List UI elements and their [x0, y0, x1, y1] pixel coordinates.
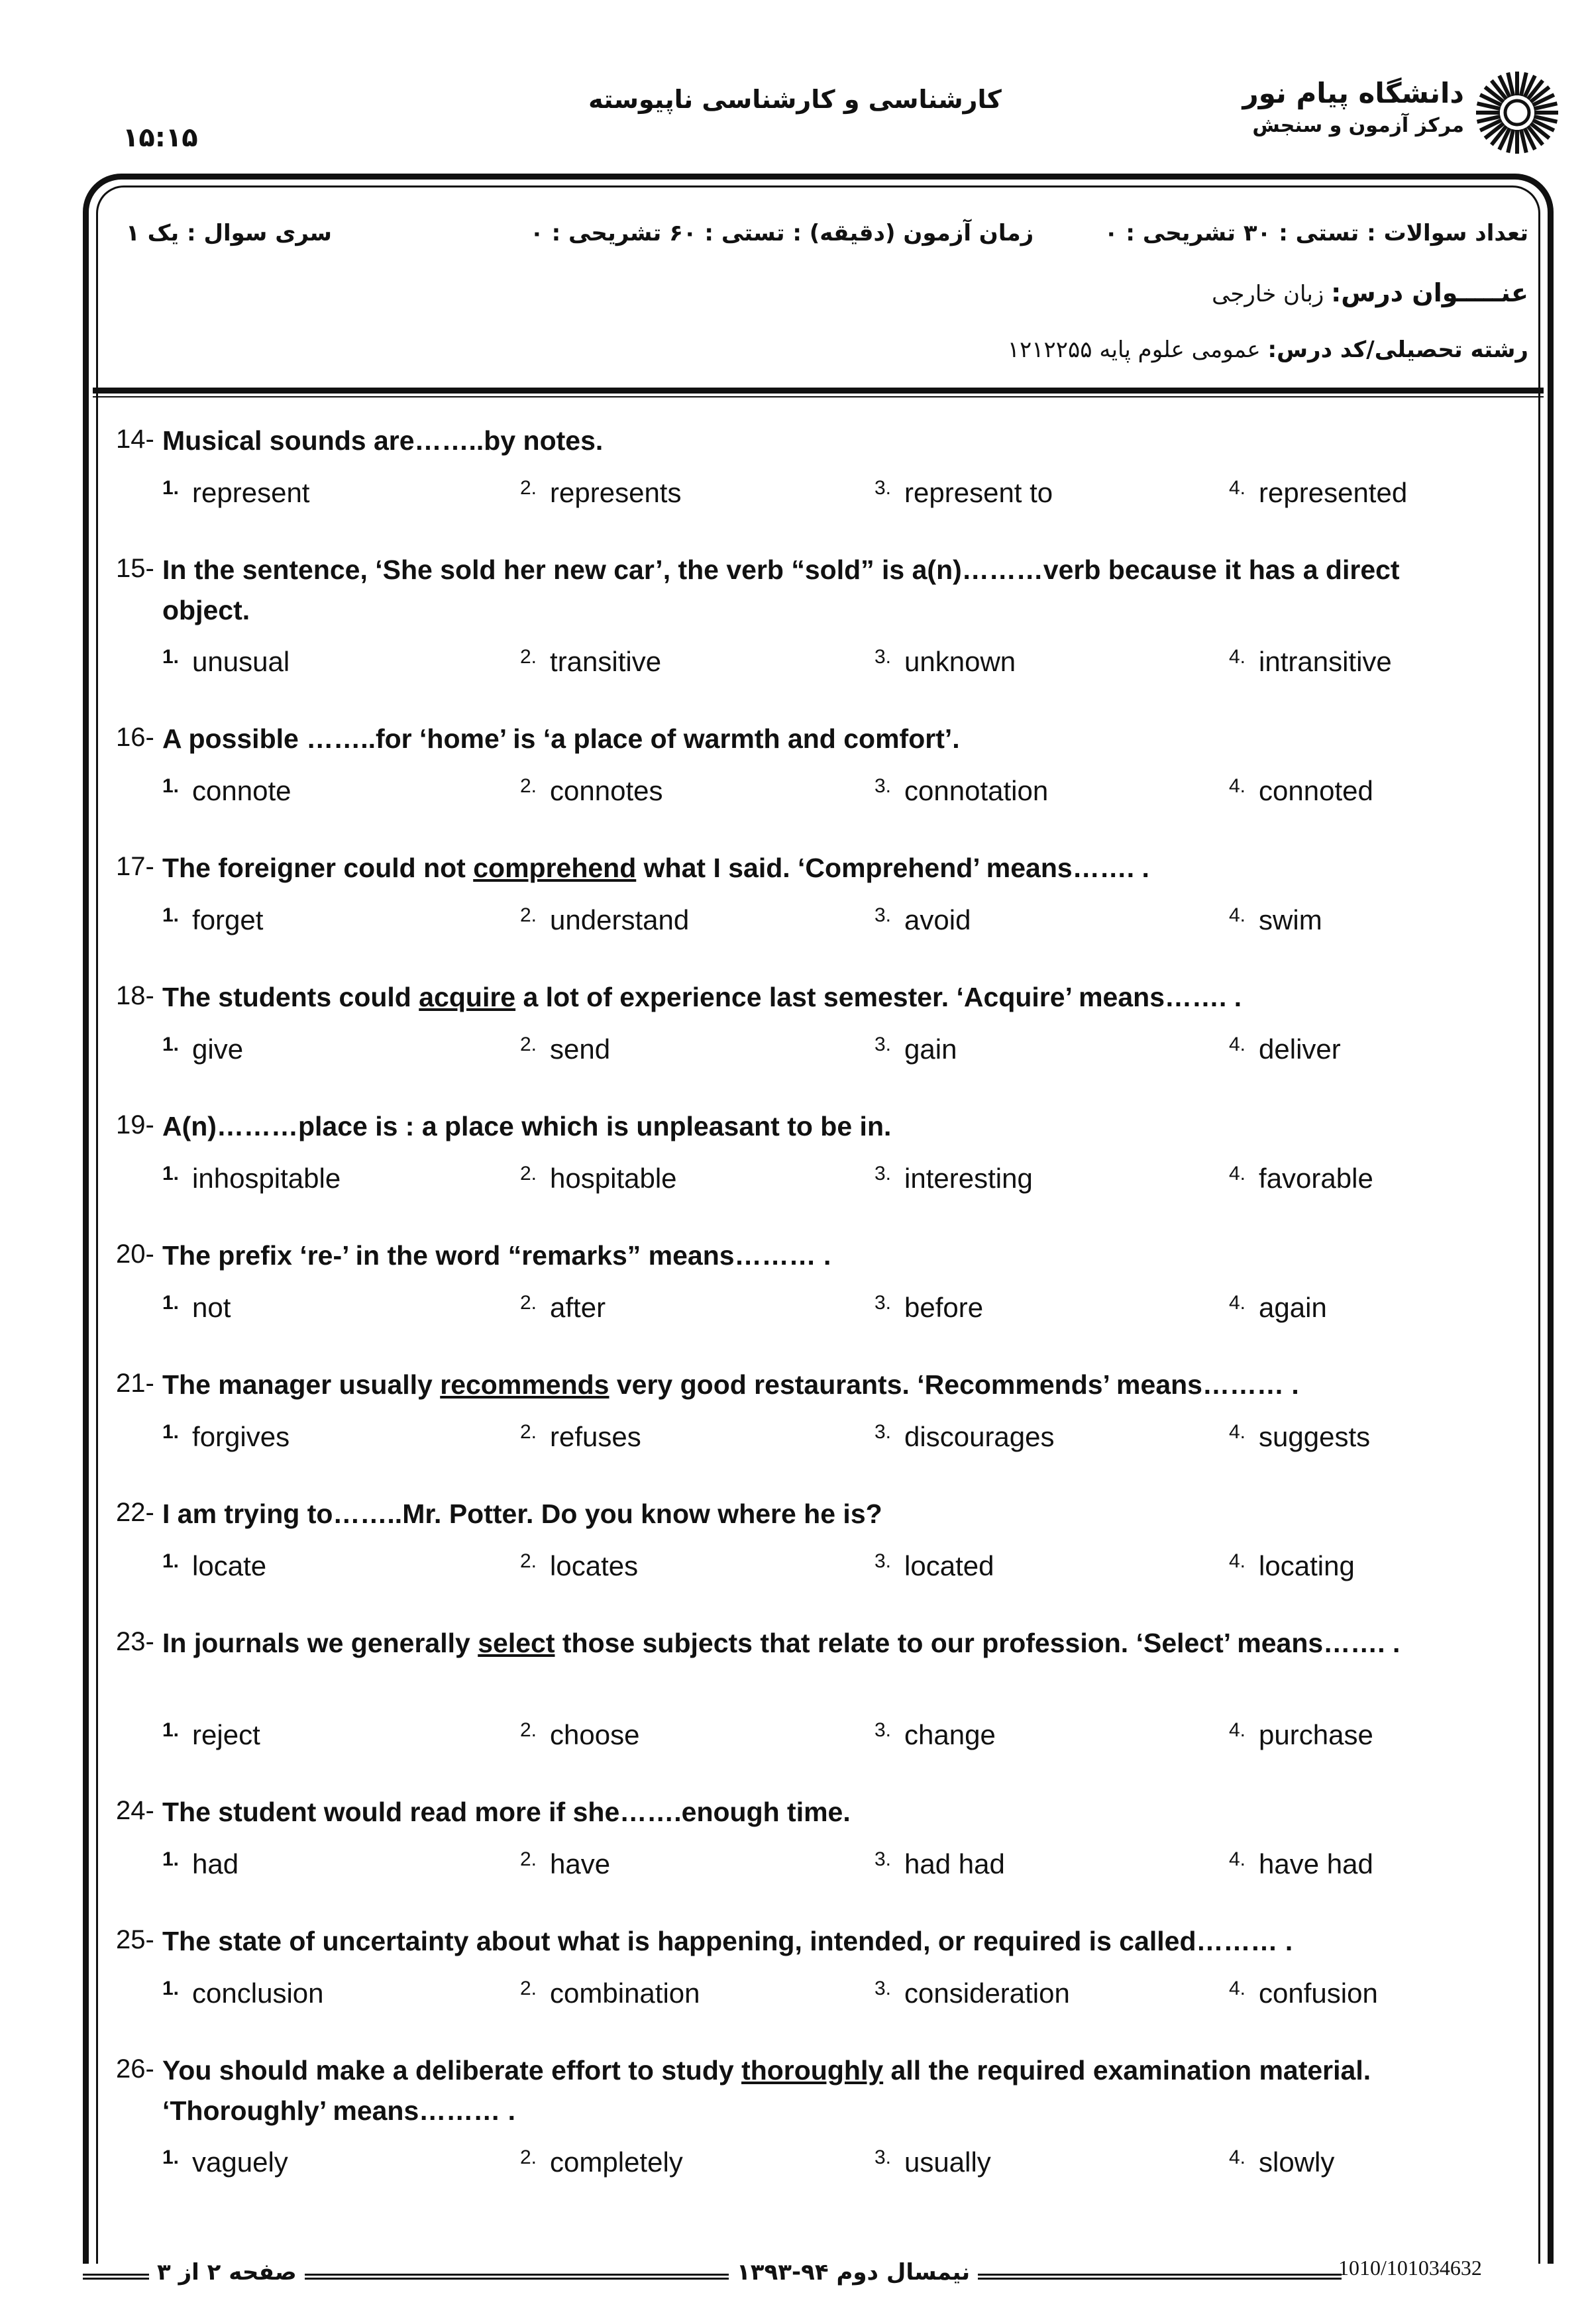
- question-count: تعداد سوالات : تستی : ۳۰ تشریحی : ۰: [1104, 220, 1528, 246]
- option-label: locating: [1259, 1550, 1355, 1581]
- option-number: 3.: [874, 904, 892, 926]
- option-label: combination: [550, 1978, 700, 2009]
- question-text: [162, 719, 1481, 759]
- question-number: 23-: [116, 1627, 154, 1656]
- option-label: had had: [904, 1848, 1005, 1879]
- option-label: interesting: [904, 1163, 1033, 1194]
- answer-option[interactable]: [162, 775, 291, 807]
- answer-option[interactable]: [520, 1421, 641, 1453]
- answer-option[interactable]: [162, 477, 309, 509]
- question-number: 25-: [116, 1925, 154, 1954]
- option-label: avoid: [904, 904, 971, 935]
- option-label: unusual: [192, 646, 290, 677]
- option-number: 2.: [520, 2146, 537, 2168]
- answer-option[interactable]: [162, 904, 263, 936]
- option-label: suggests: [1259, 1421, 1371, 1452]
- option-number: 1.: [162, 775, 180, 797]
- question-text-part: A possible ……..for ‘home’ is ‘a place of warmth and comfort’.: [162, 723, 960, 754]
- option-number: 3.: [874, 1550, 892, 1572]
- option-label: completely: [550, 2146, 683, 2178]
- question-text-part: The prefix ‘re-’ in the word “remarks” means……… .: [162, 1240, 831, 1271]
- option-label: represent: [192, 477, 310, 508]
- question-text: [162, 2050, 1481, 2131]
- question-text-part: A(n)………place is : a place which is unpleasant to be in.: [162, 1111, 892, 1141]
- option-number: 2.: [520, 1550, 537, 1572]
- option-label: intransitive: [1259, 646, 1392, 677]
- option-number: 3.: [874, 1719, 892, 1741]
- answer-option[interactable]: [520, 775, 663, 807]
- question-text: [162, 1792, 1481, 1832]
- option-label: discourages: [904, 1421, 1055, 1452]
- question-text-part: I am trying to……..Mr. Potter. Do you know where he is?: [162, 1499, 882, 1529]
- exam-duration: زمان آزمون (دقیقه) : تستی : ۶۰ تشریحی : ۰: [530, 220, 1034, 246]
- option-label: forgives: [192, 1421, 290, 1452]
- question-text-part: very good restaurants. ‘Recommends’ means……… .: [609, 1369, 1299, 1400]
- answer-option[interactable]: [1229, 1550, 1355, 1582]
- question-number: 21-: [116, 1369, 154, 1398]
- answer-option[interactable]: [520, 1163, 677, 1194]
- option-label: have had: [1259, 1848, 1373, 1879]
- option-label: again: [1259, 1292, 1327, 1323]
- option-number: 2.: [520, 646, 537, 668]
- option-label: connote: [192, 775, 291, 806]
- option-label: give: [192, 1033, 244, 1065]
- option-label: usually: [904, 2146, 991, 2178]
- option-number: 3.: [874, 1292, 892, 1314]
- answer-option[interactable]: [520, 1848, 610, 1880]
- option-number: 2.: [520, 1848, 537, 1870]
- question-number: 14-: [116, 425, 154, 454]
- answer-option[interactable]: [874, 2146, 991, 2178]
- question-text-part: a lot of experience last semester. ‘Acquire’ means……. .: [515, 982, 1242, 1012]
- option-label: forget: [192, 904, 264, 935]
- question-text-part: what I said. ‘Comprehend’ means……. .: [636, 853, 1149, 883]
- option-number: 1.: [162, 1292, 180, 1314]
- option-number: 1.: [162, 1033, 180, 1055]
- answer-option[interactable]: [1229, 1719, 1373, 1751]
- option-label: change: [904, 1719, 996, 1750]
- option-label: favorable: [1259, 1163, 1373, 1194]
- answer-option[interactable]: [1229, 1163, 1373, 1194]
- question-text: [162, 550, 1481, 631]
- answer-option[interactable]: [1229, 477, 1407, 509]
- course-title-label: عنـــــوان درس:: [1331, 278, 1528, 307]
- answer-option[interactable]: [520, 1719, 639, 1751]
- question-number: 26-: [116, 2054, 154, 2084]
- answer-option[interactable]: [162, 2146, 288, 2178]
- question-text-part: The students could: [162, 982, 419, 1012]
- option-number: 3.: [874, 775, 892, 797]
- option-number: 1.: [162, 1550, 180, 1572]
- info-divider: [93, 388, 1544, 394]
- answer-option[interactable]: [874, 646, 1016, 678]
- question-series: سری سوال : یک ۱: [126, 220, 332, 246]
- question-text: [162, 1236, 1481, 1276]
- field-label: رشته تحصیلی/کد درس:: [1267, 337, 1528, 363]
- option-number: 1.: [162, 477, 180, 499]
- option-number: 3.: [874, 1421, 892, 1443]
- answer-option[interactable]: [520, 2146, 683, 2178]
- answer-option[interactable]: [874, 477, 1053, 509]
- field-value: عمومی علوم پایه ۱۲۱۲۲۵۵: [1007, 337, 1261, 363]
- option-label: connoted: [1259, 775, 1373, 806]
- option-number: 3.: [874, 477, 892, 499]
- option-number: 1.: [162, 1421, 180, 1443]
- answer-option[interactable]: [1229, 646, 1392, 678]
- underlined-word: thoroughly: [741, 2055, 884, 2086]
- option-number: 4.: [1229, 1978, 1246, 1999]
- answer-option[interactable]: [1229, 1033, 1341, 1065]
- answer-option[interactable]: [874, 1033, 957, 1065]
- option-number: 2.: [520, 1719, 537, 1741]
- question-text: [162, 421, 1481, 461]
- question-number: 18-: [116, 981, 154, 1010]
- page-number: صفحه ۲ از ۳: [149, 2259, 305, 2286]
- answer-option[interactable]: [162, 1292, 231, 1324]
- question-text: [162, 1921, 1481, 1962]
- option-number: 1.: [162, 1978, 180, 1999]
- option-number: 2.: [520, 1033, 537, 1055]
- option-number: 4.: [1229, 1033, 1246, 1055]
- question-number: 15-: [116, 554, 154, 583]
- option-label: after: [550, 1292, 606, 1323]
- underlined-word: acquire: [419, 982, 516, 1012]
- option-number: 1.: [162, 1719, 180, 1741]
- option-label: connotation: [904, 775, 1049, 806]
- question-text: [162, 1623, 1481, 1664]
- option-label: confusion: [1259, 1978, 1378, 2009]
- question-number: 17-: [116, 852, 154, 881]
- option-label: hospitable: [550, 1163, 677, 1194]
- option-number: 2.: [520, 477, 537, 499]
- question-text: [162, 1365, 1481, 1405]
- option-label: consideration: [904, 1978, 1070, 2009]
- option-label: refuses: [550, 1421, 641, 1452]
- option-label: choose: [550, 1719, 640, 1750]
- answer-option[interactable]: [874, 1848, 1005, 1880]
- option-number: 2.: [520, 775, 537, 797]
- option-number: 1.: [162, 646, 180, 668]
- answer-option[interactable]: [162, 646, 290, 678]
- answer-option[interactable]: [162, 1719, 260, 1751]
- option-number: 2.: [520, 1163, 537, 1185]
- option-label: reject: [192, 1719, 260, 1750]
- option-number: 4.: [1229, 477, 1246, 499]
- underlined-word: recommends: [440, 1369, 609, 1400]
- university-logo: [1192, 66, 1563, 159]
- semester: نیمسال دوم ۹۴-۱۳۹۳: [729, 2259, 978, 2286]
- answer-option[interactable]: [874, 904, 971, 936]
- answer-option[interactable]: [162, 1033, 243, 1065]
- question-text-part: The student would read more if she…….enough time.: [162, 1797, 851, 1827]
- booklet-code: 1010/101034632: [1338, 2256, 1482, 2280]
- answer-option[interactable]: [520, 477, 681, 509]
- answer-option[interactable]: [520, 1033, 610, 1065]
- answer-option[interactable]: [1229, 2146, 1334, 2178]
- question-text: [162, 1494, 1481, 1534]
- option-number: 2.: [520, 1421, 537, 1443]
- question-text: [162, 977, 1481, 1018]
- option-label: send: [550, 1033, 611, 1065]
- answer-option[interactable]: [162, 1848, 238, 1880]
- option-number: 3.: [874, 1848, 892, 1870]
- exam-time: ۱۵:۱۵: [123, 123, 198, 153]
- option-number: 4.: [1229, 646, 1246, 668]
- option-number: 2.: [520, 1292, 537, 1314]
- assessment-center-name: مرکز آزمون و سنجش: [1252, 114, 1464, 137]
- option-number: 1.: [162, 904, 180, 926]
- answer-option[interactable]: [874, 1163, 1033, 1194]
- option-number: 1.: [162, 2146, 180, 2168]
- underlined-word: select: [478, 1628, 555, 1658]
- option-label: locate: [192, 1550, 267, 1581]
- question-number: 22-: [116, 1498, 154, 1527]
- question-number: 24-: [116, 1796, 154, 1825]
- question-number: 20-: [116, 1240, 154, 1269]
- option-label: represent to: [904, 477, 1053, 508]
- option-number: 3.: [874, 1033, 892, 1055]
- option-label: locates: [550, 1550, 639, 1581]
- option-label: unknown: [904, 646, 1016, 677]
- option-label: located: [904, 1550, 994, 1581]
- exam-title: کارشناسی و کارشناسی ناپیوسته: [588, 85, 1002, 114]
- option-label: deliver: [1259, 1033, 1341, 1065]
- field-row: [1008, 337, 1528, 363]
- answer-option[interactable]: [1229, 1421, 1370, 1453]
- question-text-part: The foreigner could not: [162, 853, 474, 883]
- question-text-part: all the required examination material. ‘Thoroughly’ means……… .: [162, 2055, 1371, 2126]
- course-title-row: [1212, 278, 1528, 307]
- option-number: 2.: [520, 904, 537, 926]
- option-number: 4.: [1229, 775, 1246, 797]
- option-number: 3.: [874, 1163, 892, 1185]
- info-divider-thin: [93, 396, 1544, 397]
- underlined-word: comprehend: [473, 853, 637, 883]
- pnu-emblem-icon: [1471, 66, 1563, 159]
- option-number: 3.: [874, 1978, 892, 1999]
- option-label: slowly: [1259, 2146, 1335, 2178]
- answer-option[interactable]: [874, 1292, 983, 1324]
- answer-option[interactable]: [874, 1978, 1070, 2009]
- question-text-part: The state of uncertainty about what is happening, intended, or required is called……… .: [162, 1926, 1293, 1956]
- answer-option[interactable]: [1229, 1848, 1373, 1880]
- option-label: vaguely: [192, 2146, 288, 2178]
- option-number: 3.: [874, 646, 892, 668]
- answer-option[interactable]: [1229, 1292, 1327, 1324]
- answer-option[interactable]: [874, 1719, 996, 1751]
- option-label: conclusion: [192, 1978, 324, 2009]
- option-label: represented: [1259, 477, 1408, 508]
- option-number: 4.: [1229, 2146, 1246, 2168]
- question-text-part: those subjects that relate to our profession. ‘Select’ means……. .: [555, 1628, 1401, 1658]
- answer-option[interactable]: [162, 1421, 290, 1453]
- question-text-part: In the sentence, ‘She sold her new car’, the verb “sold” is a(n)………verb because it has a direct object.: [162, 555, 1400, 625]
- option-number: 4.: [1229, 1550, 1246, 1572]
- option-label: connotes: [550, 775, 663, 806]
- option-label: swim: [1259, 904, 1322, 935]
- option-label: purchase: [1259, 1719, 1373, 1750]
- option-number: 2.: [520, 1978, 537, 1999]
- university-name: دانشگاه پیام نور: [1242, 77, 1464, 109]
- answer-option[interactable]: [520, 904, 689, 936]
- option-number: 4.: [1229, 1848, 1246, 1870]
- question-text: [162, 1106, 1481, 1147]
- answer-option[interactable]: [520, 1292, 606, 1324]
- answer-option[interactable]: [520, 1550, 638, 1582]
- option-number: 4.: [1229, 1719, 1246, 1741]
- answer-option[interactable]: [162, 1550, 266, 1582]
- option-label: before: [904, 1292, 984, 1323]
- answer-option[interactable]: [520, 1978, 700, 2009]
- answer-option[interactable]: [1229, 904, 1322, 936]
- question-text: [162, 848, 1481, 888]
- option-label: had: [192, 1848, 239, 1879]
- question-text-part: The manager usually: [162, 1369, 441, 1400]
- answer-option[interactable]: [874, 1550, 994, 1582]
- answer-option[interactable]: [874, 775, 1048, 807]
- option-number: 4.: [1229, 1421, 1246, 1443]
- option-number: 4.: [1229, 904, 1246, 926]
- option-label: understand: [550, 904, 690, 935]
- answer-option[interactable]: [874, 1421, 1055, 1453]
- question-text-part: Musical sounds are……..by notes.: [162, 425, 604, 456]
- option-label: represents: [550, 477, 682, 508]
- question-text-part: In journals we generally: [162, 1628, 478, 1658]
- option-number: 1.: [162, 1163, 180, 1185]
- option-label: not: [192, 1292, 231, 1323]
- answer-option[interactable]: [162, 1978, 324, 2009]
- question-text-part: You should make a deliberate effort to study: [162, 2055, 742, 2086]
- answer-option[interactable]: [1229, 1978, 1378, 2009]
- question-number: 19-: [116, 1110, 154, 1139]
- answer-option[interactable]: [520, 646, 661, 678]
- option-number: 1.: [162, 1848, 180, 1870]
- option-number: 4.: [1229, 1292, 1246, 1314]
- option-label: transitive: [550, 646, 662, 677]
- option-number: 3.: [874, 2146, 892, 2168]
- option-label: gain: [904, 1033, 957, 1065]
- question-number: 16-: [116, 723, 154, 752]
- option-label: have: [550, 1848, 611, 1879]
- option-number: 4.: [1229, 1163, 1246, 1185]
- answer-option[interactable]: [1229, 775, 1373, 807]
- course-title: زبان خارجی: [1212, 281, 1324, 307]
- answer-option[interactable]: [162, 1163, 341, 1194]
- option-label: inhospitable: [192, 1163, 341, 1194]
